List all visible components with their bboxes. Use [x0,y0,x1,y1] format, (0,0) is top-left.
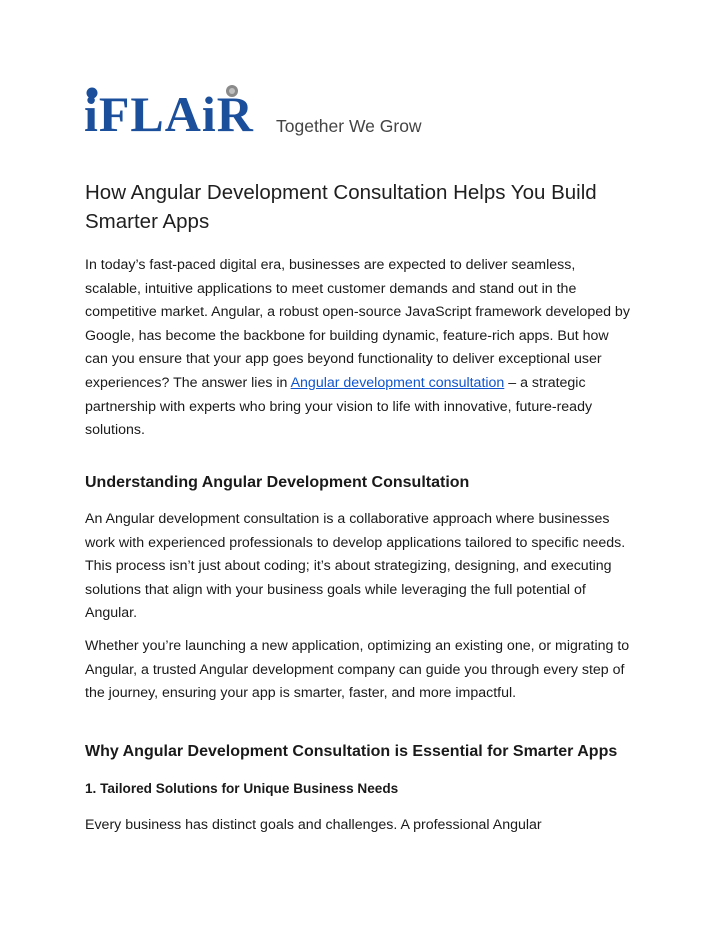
logo-tagline: Together We Grow [276,116,422,136]
iflair-logo-graphic [84,82,454,142]
section-heading-understanding: Understanding Angular Development Consultation [85,474,470,491]
intro-text-end: – a strategic partnership with experts who bring your vision to life with innovative, future-ready solutions. [85,374,593,439]
section-heading-why: Why Angular Development Consultation is Essential for Smarter Apps [85,743,618,760]
subsection-heading-tailored: 1. Tailored Solutions for Unique Business Needs [85,781,399,796]
intro-paragraph [85,254,630,443]
section1-paragraph-1: An Angular development consultation is a collaborative approach where businesses work with experienced professionals to develop applications tailored to specific needs. This process isn’t just about coding; it’s about strategizing, designing, and executing solutions that align with your business goals while leveraging the full potential of Angular. [85,511,626,622]
logo-brand-text: iFLAiR [84,86,254,142]
angular-consultation-link[interactable]: Angular development consultation [290,374,505,391]
subsection1-paragraph: Every business has distinct goals and challenges. A professional Angular [85,817,542,833]
page-title: How Angular Development Consultation Helps You Build Smarter Apps [85,181,597,233]
intro-text-start: In today’s fast-paced digital era, businesses are expected to deliver seamless, scalable, intuitive applications to meet customer demands and stand out in the competitive market. Angular, a robust open-source JavaScript framework developed by Google, has become the backbone for building dynamic, feature-rich apps. But how can you ensure that your app goes beyond functionality to deliver exceptional user experiences? The answer lies in [85,257,630,391]
company-logo [84,82,454,142]
section1-paragraph-2: Whether you’re launching a new application, optimizing an existing one, or migrating to Angular, a trusted Angular development company can guide you through every step of the journey, ensuring your app is smarter, faster, and more impactful. [85,638,630,702]
